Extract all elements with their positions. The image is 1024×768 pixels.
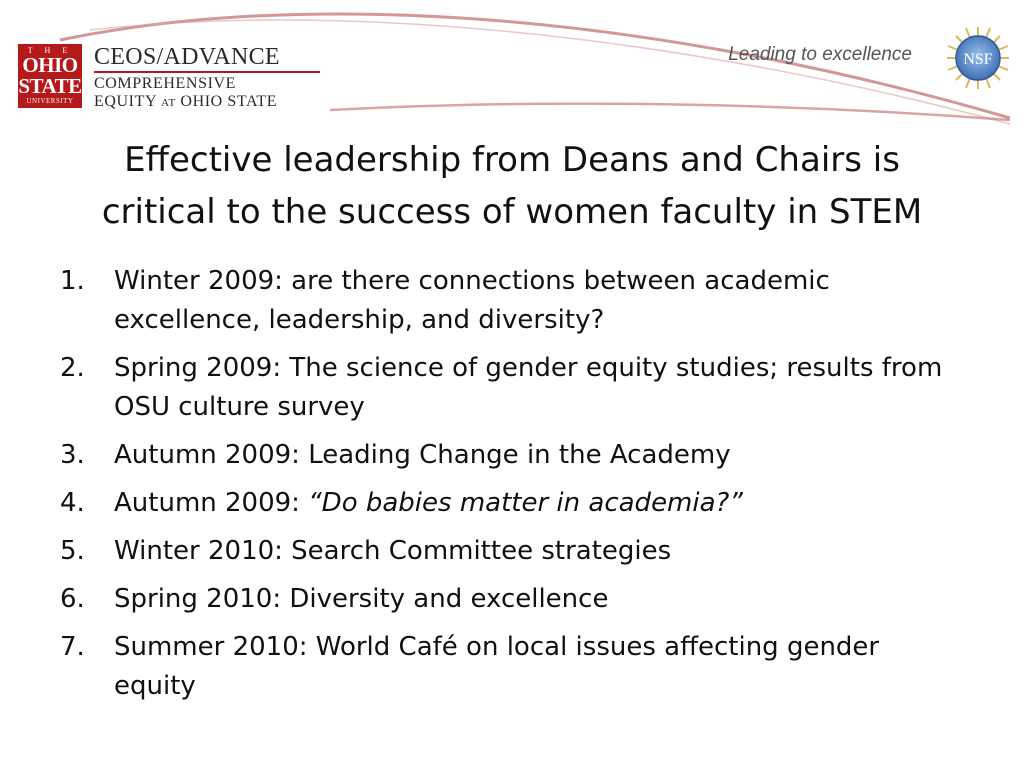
- agenda-item-number: 6.: [60, 584, 85, 614]
- agenda-item-text-plain: Autumn 2009:: [114, 488, 309, 518]
- agenda-item-number: 5.: [60, 536, 85, 566]
- osu-logo-state: STATE: [18, 74, 82, 98]
- nsf-seal-icon: [946, 26, 1010, 90]
- agenda-item-text-emphasis: “Do babies matter in academia?”: [308, 488, 743, 518]
- agenda-item-2: [60, 349, 960, 427]
- nsf-seal-text: NSF: [963, 51, 993, 68]
- agenda-item-6: [60, 580, 960, 619]
- osu-logo: [18, 44, 82, 108]
- osu-logo-university: UNIVERSITY: [26, 97, 74, 105]
- agenda-item-number: 1.: [60, 266, 85, 296]
- org-name-line3: [94, 93, 320, 112]
- osu-logo-ohio: OHIO: [22, 53, 78, 77]
- slide-header: [0, 0, 1024, 130]
- agenda-item-text: Spring 2009: The science of gender equity studies; results from OSU culture survey: [114, 353, 943, 422]
- agenda-item-3: [60, 436, 960, 475]
- agenda-item-number: 2.: [60, 353, 85, 383]
- slide-title: [30, 134, 994, 238]
- org-line3-ohio-state: OHIO STATE: [175, 93, 278, 110]
- agenda-item-1: [60, 262, 960, 340]
- agenda-item-4: [60, 484, 960, 523]
- agenda-item-text: [114, 484, 960, 523]
- slide-title-line2: critical to the success of women faculty in STEM: [101, 192, 923, 232]
- agenda-list: [60, 262, 960, 715]
- org-line3-equity: EQUITY: [94, 93, 162, 110]
- org-name-line1: CEOS/ADVANCE: [94, 44, 280, 70]
- org-line3-at: AT: [161, 97, 176, 109]
- org-name: [94, 44, 320, 112]
- agenda-item-text: Autumn 2009: Leading Change in the Academy: [114, 440, 731, 470]
- agenda-item-text: Spring 2010: Diversity and excellence: [114, 584, 609, 614]
- osu-logo-the: T H E: [27, 46, 73, 55]
- agenda-item-text: Winter 2010: Search Committee strategies: [114, 536, 672, 566]
- tagline: Leading to excellence: [728, 44, 912, 65]
- agenda-item-text: Winter 2009: are there connections between academic excellence, leadership, and diversity?: [114, 266, 830, 335]
- agenda-item-number: 7.: [60, 632, 85, 662]
- agenda-item-number: 3.: [60, 440, 85, 470]
- agenda-item-text: Summer 2010: World Café on local issues affecting gender equity: [114, 632, 880, 701]
- org-name-rule: [94, 71, 320, 73]
- agenda-item-5: [60, 532, 960, 571]
- agenda-item-number: 4.: [60, 488, 85, 518]
- agenda-item-7: [60, 628, 960, 706]
- slide-title-line1: Effective leadership from Deans and Chairs is: [124, 140, 900, 180]
- org-name-line2: COMPREHENSIVE: [94, 75, 237, 92]
